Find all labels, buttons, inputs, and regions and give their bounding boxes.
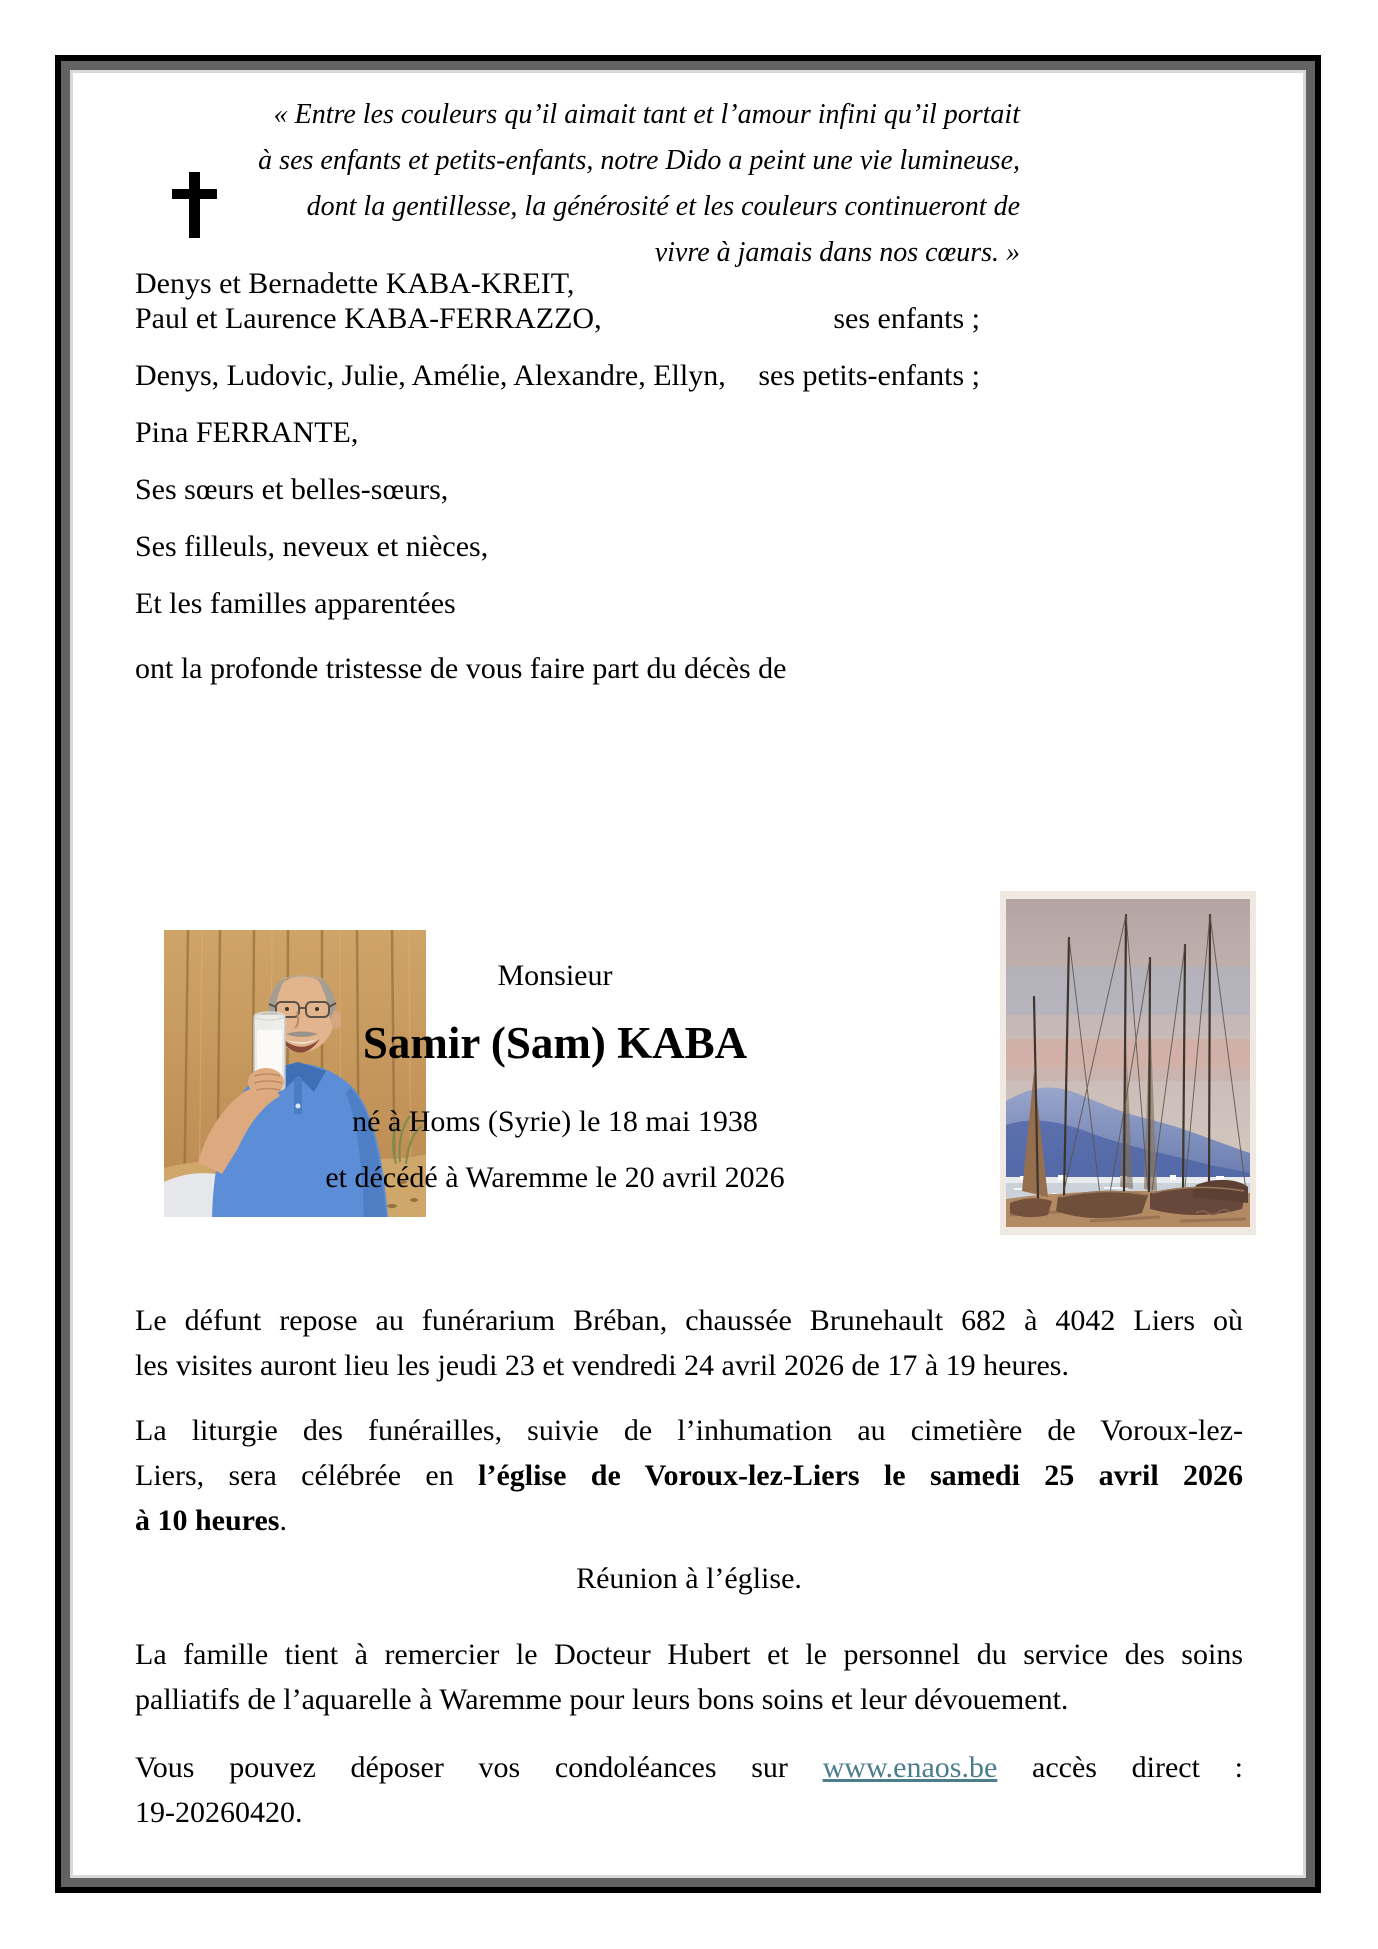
liturgy-line2-normal: Liers, sera célébrée en: [135, 1459, 454, 1492]
children-names-line1: Denys et Bernadette KABA-KREIT,: [135, 267, 575, 300]
children-relation-label: ses enfants ;: [833, 302, 980, 335]
quote-line: à ses enfants et petits-enfants, notre Dido a peint une vie lumineuse,: [258, 145, 1020, 176]
death-line: et décédé à Waremme le 20 avril 2026: [325, 1161, 785, 1194]
quote-line: vivre à jamais dans nos cœurs. »: [654, 237, 1020, 268]
salutation: Monsieur: [497, 959, 613, 992]
quote-line: « Entre les couleurs qu’il aimait tant et l’amour infini qu’il portait: [273, 99, 1020, 130]
cross-icon: [172, 172, 217, 238]
cross-horizontal-bar: [172, 189, 217, 199]
cross-vertical-bar: [189, 172, 200, 238]
liturgy-line2: [135, 1453, 1243, 1498]
liturgy-line3-bold: à 10 heures: [135, 1504, 280, 1537]
meeting-line: Réunion à l’église.: [576, 1562, 802, 1595]
thanks-line2: palliatifs de l’aquarelle à Waremme pour leurs bons soins et leur dévouement.: [135, 1683, 1069, 1716]
condolences-reference: 19-20260420.: [135, 1796, 303, 1829]
thanks-paragraph: [135, 1632, 1243, 1722]
thanks-line1: La famille tient à remercier le Docteur Hubert et le personnel du service des soins: [135, 1638, 1243, 1671]
condolences-line1: [135, 1745, 1243, 1790]
sailboats-painting: [1000, 891, 1256, 1235]
grandchildren-row: [135, 358, 980, 393]
pink-cloud-band-2: [1006, 1067, 1250, 1081]
liturgy-line3: [135, 1498, 1243, 1543]
liturgy-line1: La liturgie des funérailles, suivie de l’inhumation au cimetière de Voroux-lez-: [135, 1414, 1243, 1447]
deceased-identity: [225, 958, 885, 1196]
boat-hull-far-left: [1010, 1198, 1052, 1217]
sailboats-painting-graphic: [1000, 891, 1256, 1235]
sky-blue-band: [1006, 967, 1250, 1015]
related-families-line: Et les familles apparentées: [135, 587, 456, 620]
repose-paragraph: [135, 1298, 1243, 1388]
liturgy-line3-period: .: [279, 1504, 287, 1537]
grandchildren-relation-label: ses petits-enfants ;: [758, 359, 980, 392]
partner-name: Pina FERRANTE,: [135, 416, 359, 449]
condolences-paragraph: [135, 1745, 1243, 1835]
deceased-name: Samir (Sam) KABA: [362, 1018, 748, 1068]
family-list: [135, 266, 980, 686]
children-names-line2: Paul et Laurence KABA-FERRAZZO,: [135, 302, 602, 335]
children-row: [135, 301, 980, 336]
liturgy-line2-bold: l’église de Voroux-lez-Liers le samedi 25 avril 2026: [478, 1459, 1244, 1492]
announcement-line: ont la profonde tristesse de vous faire part du décès de: [135, 652, 787, 685]
godchildren-line: Ses filleuls, neveux et nièces,: [135, 530, 489, 563]
repose-line2: les visites auront lieu les jeudi 23 et vendredi 24 avril 2026 de 17 à 19 heures.: [135, 1349, 1069, 1382]
pink-cloud-band: [1006, 1039, 1250, 1067]
condolences-before: Vous pouvez déposer vos condoléances sur: [135, 1751, 788, 1784]
enaos-link[interactable]: www.enaos.be: [822, 1751, 998, 1784]
quote-line: dont la gentillesse, la générosité et les couleurs continueront de: [306, 191, 1020, 222]
condolences-after: accès direct :: [1032, 1751, 1244, 1784]
sisters-line: Ses sœurs et belles-sœurs,: [135, 473, 449, 506]
birth-line: né à Homs (Syrie) le 18 mai 1938: [352, 1105, 758, 1138]
grandchildren-names: Denys, Ludovic, Julie, Amélie, Alexandre, Ellyn,: [135, 359, 726, 392]
repose-line1: Le défunt repose au funérarium Bréban, chaussée Brunehault 682 à 4042 Liers où: [135, 1304, 1243, 1337]
liturgy-paragraph: [135, 1408, 1243, 1543]
memorial-quote: [240, 92, 1020, 276]
